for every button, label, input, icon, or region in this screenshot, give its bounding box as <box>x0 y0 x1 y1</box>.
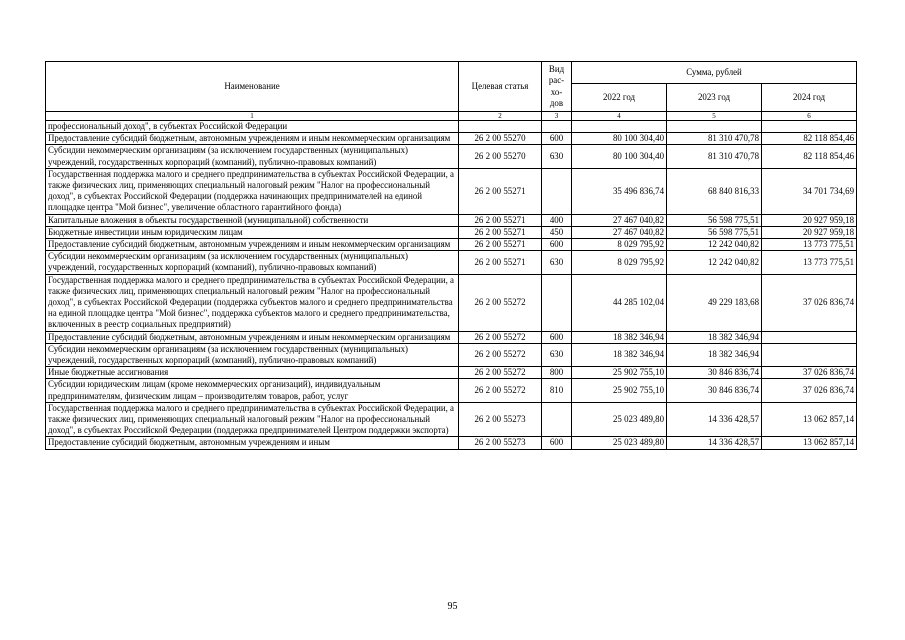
row-sum-2023: 30 846 836,74 <box>667 379 762 402</box>
column-index: 3 <box>542 112 572 121</box>
row-code: 26 2 00 55273 <box>459 437 542 449</box>
row-expense-type: 600 <box>542 331 572 343</box>
row-name: Государственная поддержка малого и среднего предпринимательства в субъектах Российской Федерации, а также физических лиц, применяющих специальный налоговый режим "Налог на профессиональный доход", в субъектах Российской Федерации (поддержка предпринимателей Центром поддержки экспорта) <box>46 402 459 437</box>
row-sum-2022: 8 029 795,92 <box>572 251 667 274</box>
row-sum-2024 <box>762 331 857 343</box>
page-number: 95 <box>447 601 458 612</box>
row-sum-2022: 44 285 102,04 <box>572 274 667 331</box>
row-sum-2023: 81 310 470,78 <box>667 145 762 168</box>
row-sum-2022: 80 100 304,40 <box>572 133 667 145</box>
row-name: Субсидии некоммерческим организациям (за исключением государственных (муниципальных) учреждений, государственных корпораций (компаний), публично-правовых компаний) <box>46 145 459 168</box>
row-sum-2023: 68 840 816,33 <box>667 168 762 214</box>
row-code: 26 2 00 55273 <box>459 402 542 437</box>
row-expense-type <box>542 402 572 437</box>
row-sum-2024: 37 026 836,74 <box>762 367 857 379</box>
row-sum-2024: 37 026 836,74 <box>762 379 857 402</box>
row-sum-2024: 13 062 857,14 <box>762 437 857 449</box>
row-sum-2024: 13 062 857,14 <box>762 402 857 437</box>
row-sum-2023: 56 598 775,51 <box>667 226 762 238</box>
row-code: 26 2 00 55271 <box>459 214 542 226</box>
row-sum-2024 <box>762 343 857 366</box>
row-name: Субсидии некоммерческим организациям (за исключением государственных (муниципальных) учреждений, государственных корпораций (компаний), публично-правовых компаний) <box>46 251 459 274</box>
row-sum-2023: 56 598 775,51 <box>667 214 762 226</box>
header-year-2024: 2024 год <box>762 84 857 112</box>
row-code: 26 2 00 55271 <box>459 239 542 251</box>
table-row <box>46 274 857 331</box>
row-sum-2023: 12 242 040,82 <box>667 239 762 251</box>
header-code: Целевая статья <box>459 62 542 112</box>
row-expense-type: 810 <box>542 379 572 402</box>
row-sum-2024: 82 118 854,46 <box>762 145 857 168</box>
row-sum-2022: 27 467 040,82 <box>572 214 667 226</box>
row-expense-type: 600 <box>542 239 572 251</box>
row-sum-2024: 34 701 734,69 <box>762 168 857 214</box>
row-name: Предоставление субсидий бюджетным, автономным учреждениям и иным некоммерческим организациям <box>46 331 459 343</box>
row-sum-2022: 25 902 755,10 <box>572 367 667 379</box>
row-code: 26 2 00 55272 <box>459 379 542 402</box>
header-year-2023: 2023 год <box>667 84 762 112</box>
row-sum-2024: 13 773 775,51 <box>762 239 857 251</box>
row-sum-2024: 20 927 959,18 <box>762 214 857 226</box>
table-row <box>46 331 857 343</box>
row-code <box>459 121 542 133</box>
row-sum-2022: 35 496 836,74 <box>572 168 667 214</box>
row-expense-type <box>542 274 572 331</box>
row-name: Предоставление субсидий бюджетным, автономным учреждениям и иным <box>46 437 459 449</box>
table-row <box>46 145 857 168</box>
row-expense-type: 800 <box>542 367 572 379</box>
row-sum-2024: 37 026 836,74 <box>762 274 857 331</box>
row-sum-2023: 12 242 040,82 <box>667 251 762 274</box>
row-code: 26 2 00 55272 <box>459 274 542 331</box>
table-row <box>46 379 857 402</box>
row-sum-2023: 30 846 836,74 <box>667 367 762 379</box>
row-expense-type: 450 <box>542 226 572 238</box>
row-name: Иные бюджетные ассигнования <box>46 367 459 379</box>
table-row <box>46 133 857 145</box>
row-name: Предоставление субсидий бюджетным, автономным учреждениям и иным некоммерческим организациям <box>46 239 459 251</box>
header-year-2022: 2022 год <box>572 84 667 112</box>
row-name: Субсидии юридическим лицам (кроме некоммерческих организаций), индивидуальным предпринимателям, физическим лицам – производителям товаров, работ, услуг <box>46 379 459 402</box>
row-sum-2024: 13 773 775,51 <box>762 251 857 274</box>
row-sum-2022: 80 100 304,40 <box>572 145 667 168</box>
table-row <box>46 437 857 449</box>
header-name: Наименование <box>46 62 459 112</box>
row-expense-type: 600 <box>542 133 572 145</box>
row-sum-2022: 8 029 795,92 <box>572 239 667 251</box>
row-code: 26 2 00 55270 <box>459 133 542 145</box>
budget-table <box>45 61 857 450</box>
row-code: 26 2 00 55271 <box>459 226 542 238</box>
row-code: 26 2 00 55272 <box>459 343 542 366</box>
row-sum-2022: 25 023 489,80 <box>572 437 667 449</box>
row-code: 26 2 00 55271 <box>459 251 542 274</box>
row-name: Предоставление субсидий бюджетным, автономным учреждениям и иным некоммерческим организациям <box>46 133 459 145</box>
row-sum-2023: 14 336 428,57 <box>667 437 762 449</box>
row-expense-type: 630 <box>542 343 572 366</box>
table-row <box>46 226 857 238</box>
table-row <box>46 214 857 226</box>
row-name: профессиональный доход", в субъектах Российской Федерации <box>46 121 459 133</box>
table-row <box>46 402 857 437</box>
row-sum-2023: 49 229 183,68 <box>667 274 762 331</box>
row-name: Государственная поддержка малого и среднего предпринимательства в субъектах Российской Федерации, а также физических лиц, применяющих специальный налоговый режим "Налог на профессиональный доход", в субъектах Российской Федерации (поддержка начинающих предпринимателей на единой площадке центра "Мой бизнес", увеличение областного гарантийного фонда) <box>46 168 459 214</box>
row-code: 26 2 00 55270 <box>459 145 542 168</box>
row-expense-type: 600 <box>542 437 572 449</box>
row-sum-2023 <box>667 121 762 133</box>
row-sum-2023: 14 336 428,57 <box>667 402 762 437</box>
row-sum-2022: 18 382 346,94 <box>572 331 667 343</box>
row-expense-type <box>542 121 572 133</box>
table-row <box>46 121 857 133</box>
header-type: Вид рас- хо- дов <box>542 62 572 112</box>
row-sum-2024 <box>762 121 857 133</box>
row-name: Бюджетные инвестиции иным юридическим лицам <box>46 226 459 238</box>
row-code: 26 2 00 55272 <box>459 331 542 343</box>
column-index: 2 <box>459 112 542 121</box>
row-code: 26 2 00 55271 <box>459 168 542 214</box>
row-sum-2023: 81 310 470,78 <box>667 133 762 145</box>
row-sum-2023: 18 382 346,94 <box>667 343 762 366</box>
row-name: Субсидии некоммерческим организациям (за исключением государственных (муниципальных) учреждений, государственных корпораций (компаний), публично-правовых компаний) <box>46 343 459 366</box>
row-name: Капитальные вложения в объекты государственной (муниципальной) собственности <box>46 214 459 226</box>
table-row <box>46 251 857 274</box>
table-row <box>46 367 857 379</box>
row-sum-2022: 18 382 346,94 <box>572 343 667 366</box>
row-sum-2022: 25 023 489,80 <box>572 402 667 437</box>
row-code: 26 2 00 55272 <box>459 367 542 379</box>
row-sum-2024: 82 118 854,46 <box>762 133 857 145</box>
row-sum-2024: 20 927 959,18 <box>762 226 857 238</box>
row-name: Государственная поддержка малого и среднего предпринимательства в субъектах Российской Федерации, а также физических лиц, применяющих специальный налоговый режим "Налог на профессиональный доход", в субъектах Российской Федерации (поддержка субъектов малого и среднего предпринимательства на единой площадке центра "Мой бизнес", поддержка субъектов малого и среднего предпринимательства, включенных в реестр социальных предприятий) <box>46 274 459 331</box>
row-sum-2022: 25 902 755,10 <box>572 379 667 402</box>
row-expense-type <box>542 168 572 214</box>
column-index: 6 <box>762 112 857 121</box>
row-expense-type: 400 <box>542 214 572 226</box>
column-index-row <box>46 112 857 121</box>
header-sum: Сумма, рублей <box>572 62 857 84</box>
table-row <box>46 168 857 214</box>
column-index: 1 <box>46 112 459 121</box>
table-row <box>46 343 857 366</box>
row-expense-type: 630 <box>542 145 572 168</box>
column-index: 5 <box>667 112 762 121</box>
table-row <box>46 239 857 251</box>
row-sum-2022: 27 467 040,82 <box>572 226 667 238</box>
row-expense-type: 630 <box>542 251 572 274</box>
row-sum-2023: 18 382 346,94 <box>667 331 762 343</box>
column-index: 4 <box>572 112 667 121</box>
row-sum-2022 <box>572 121 667 133</box>
